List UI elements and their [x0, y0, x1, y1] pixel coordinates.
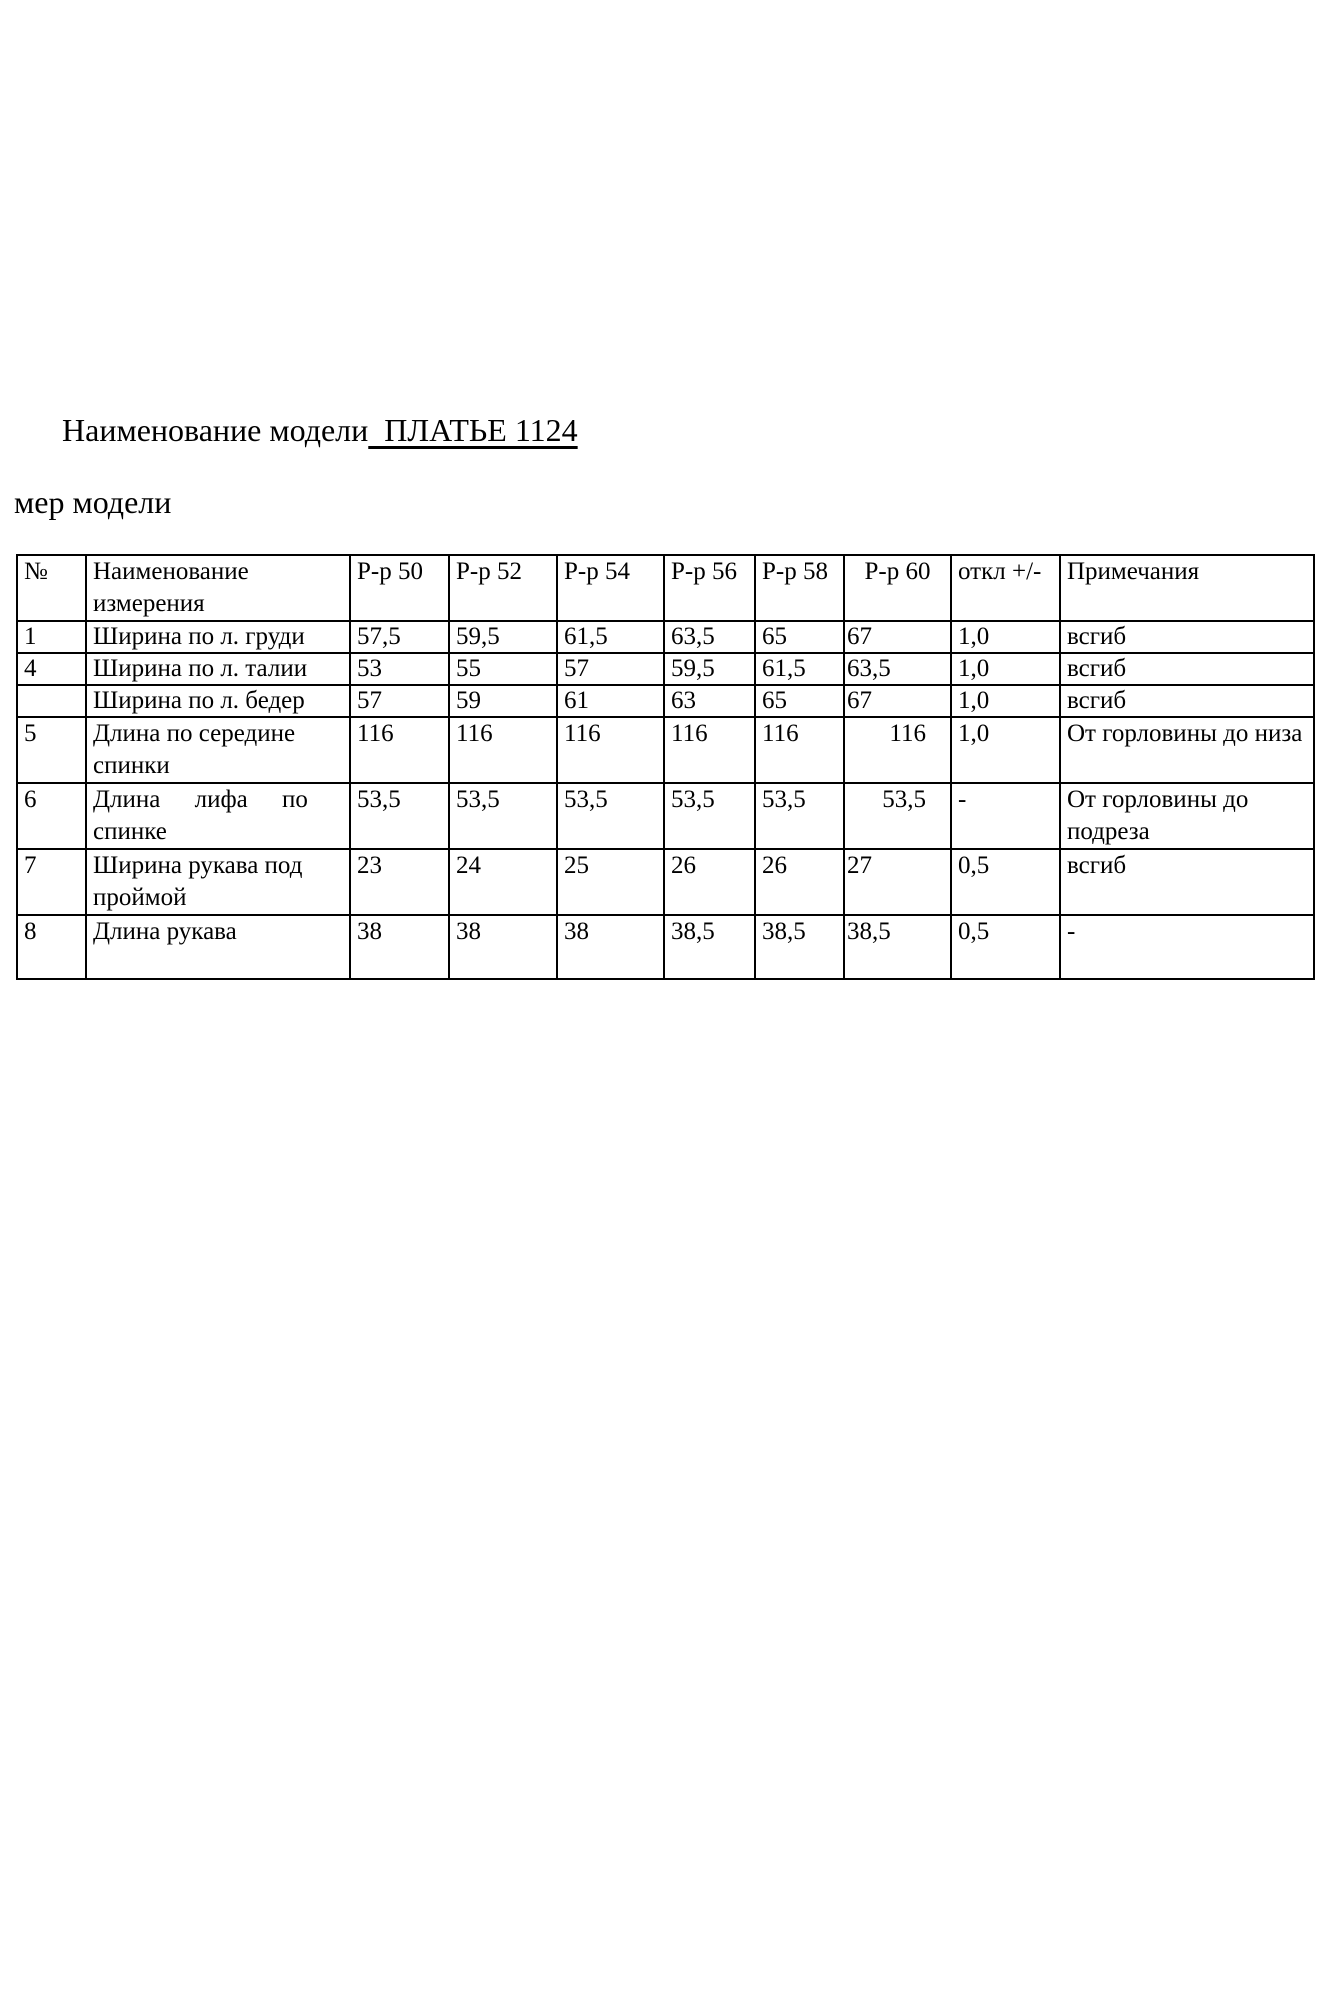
- cell-num: 8: [17, 915, 86, 979]
- cell-notes: -: [1060, 915, 1314, 979]
- cell-num: 1: [17, 621, 86, 653]
- cell-size-50: 53: [350, 653, 449, 685]
- table-row: [17, 653, 1314, 685]
- subtitle: мер модели: [14, 484, 172, 520]
- cell-size-58: 26: [755, 849, 844, 915]
- cell-size-52: 38: [449, 915, 557, 979]
- cell-deviation: 1,0: [951, 685, 1060, 717]
- cell-size-56: 59,5: [664, 653, 755, 685]
- cell-name: Ширина рукава под проймой: [86, 849, 350, 915]
- table-row: [17, 717, 1314, 783]
- header-size-50: Р-р 50: [350, 555, 449, 621]
- cell-size-52: 116: [449, 717, 557, 783]
- cell-size-54: 61: [557, 685, 664, 717]
- header-size-52: Р-р 52: [449, 555, 557, 621]
- table-row: [17, 915, 1314, 979]
- cell-size-56: 53,5: [664, 783, 755, 849]
- cell-deviation: 0,5: [951, 915, 1060, 979]
- cell-size-58: 65: [755, 685, 844, 717]
- cell-size-54: 25: [557, 849, 664, 915]
- cell-size-52: 59,5: [449, 621, 557, 653]
- header-size-54: Р-р 54: [557, 555, 664, 621]
- table-row: [17, 621, 1314, 653]
- cell-deviation: -: [951, 783, 1060, 849]
- header-size-58: Р-р 58: [755, 555, 844, 621]
- cell-num: 6: [17, 783, 86, 849]
- cell-deviation: 1,0: [951, 621, 1060, 653]
- measurements-table: [16, 554, 1315, 980]
- cell-name: Длина по середине спинки: [86, 717, 350, 783]
- table-row: [17, 685, 1314, 717]
- cell-size-50: 53,5: [350, 783, 449, 849]
- cell-size-60: 63,5: [844, 653, 951, 685]
- cell-size-56: 26: [664, 849, 755, 915]
- cell-size-54: 53,5: [557, 783, 664, 849]
- model-title: [62, 412, 578, 449]
- header-num: №: [17, 555, 86, 621]
- table-header-row: [17, 555, 1314, 621]
- model-label: Наименование модели: [62, 412, 369, 448]
- cell-size-52: 53,5: [449, 783, 557, 849]
- cell-size-56: 63,5: [664, 621, 755, 653]
- cell-name: Ширина по л. талии: [86, 653, 350, 685]
- cell-size-52: 24: [449, 849, 557, 915]
- cell-size-60: 27: [844, 849, 951, 915]
- cell-notes: всгиб: [1060, 849, 1314, 915]
- cell-size-58: 65: [755, 621, 844, 653]
- cell-size-50: 116: [350, 717, 449, 783]
- header-name: Наименование измерения: [86, 555, 350, 621]
- cell-num: 4: [17, 653, 86, 685]
- cell-notes: всгиб: [1060, 685, 1314, 717]
- cell-name: Длина лифа по спинке: [86, 783, 350, 849]
- cell-size-50: 38: [350, 915, 449, 979]
- cell-size-54: 38: [557, 915, 664, 979]
- cell-deviation: 0,5: [951, 849, 1060, 915]
- cell-num: 5: [17, 717, 86, 783]
- cell-notes: всгиб: [1060, 621, 1314, 653]
- cell-size-54: 57: [557, 653, 664, 685]
- cell-size-54: 116: [557, 717, 664, 783]
- cell-size-60: 53,5: [844, 783, 951, 849]
- model-name: ПЛАТЬЕ 1124: [368, 412, 578, 448]
- cell-size-58: 53,5: [755, 783, 844, 849]
- cell-size-56: 63: [664, 685, 755, 717]
- header-size-56: Р-р 56: [664, 555, 755, 621]
- cell-name: Ширина по л. груди: [86, 621, 350, 653]
- cell-name: Длина рукава: [86, 915, 350, 979]
- header-notes: Примечания: [1060, 555, 1314, 621]
- cell-size-52: 59: [449, 685, 557, 717]
- cell-notes: От горловины до низа: [1060, 717, 1314, 783]
- cell-size-52: 55: [449, 653, 557, 685]
- cell-size-58: 116: [755, 717, 844, 783]
- cell-size-50: 57: [350, 685, 449, 717]
- cell-size-56: 116: [664, 717, 755, 783]
- cell-size-56: 38,5: [664, 915, 755, 979]
- cell-size-60: 67: [844, 621, 951, 653]
- cell-deviation: 1,0: [951, 653, 1060, 685]
- cell-size-50: 23: [350, 849, 449, 915]
- header-deviation: откл +/-: [951, 555, 1060, 621]
- cell-size-60: 38,5: [844, 915, 951, 979]
- header-size-60: Р-р 60: [844, 555, 951, 621]
- cell-num: 7: [17, 849, 86, 915]
- table-row: [17, 783, 1314, 849]
- cell-size-58: 61,5: [755, 653, 844, 685]
- cell-deviation: 1,0: [951, 717, 1060, 783]
- cell-size-60: 67: [844, 685, 951, 717]
- cell-size-50: 57,5: [350, 621, 449, 653]
- cell-notes: От горловины до подреза: [1060, 783, 1314, 849]
- cell-name: Ширина по л. бедер: [86, 685, 350, 717]
- table-row: [17, 849, 1314, 915]
- cell-size-54: 61,5: [557, 621, 664, 653]
- cell-size-60: 116: [844, 717, 951, 783]
- cell-notes: всгиб: [1060, 653, 1314, 685]
- cell-size-58: 38,5: [755, 915, 844, 979]
- cell-num: [17, 685, 86, 717]
